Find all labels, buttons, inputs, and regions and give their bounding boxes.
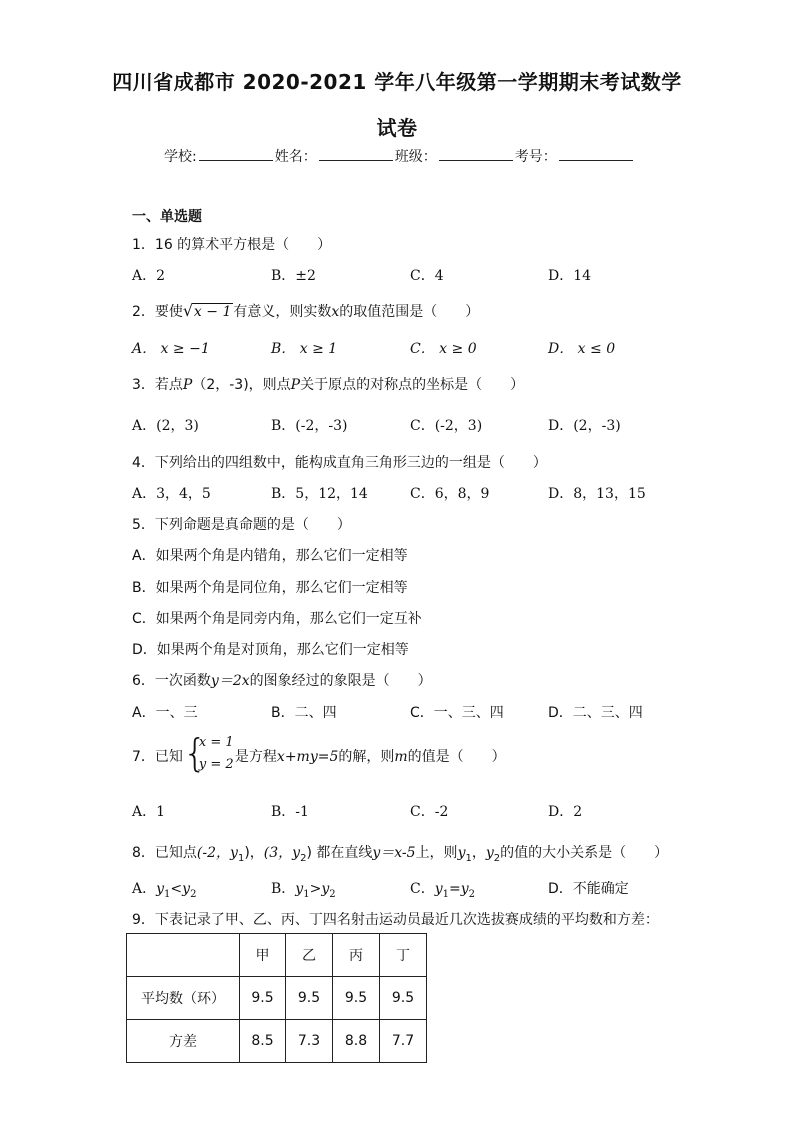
q8-option-c-op: = [449, 881, 461, 897]
exam-title-line2: 试卷 [376, 116, 418, 140]
q5-option-a: A．如果两个角是内错角，那么它们一定相等 [132, 548, 408, 564]
q1-option-d: D．14 [548, 268, 592, 284]
table-row [127, 977, 427, 1020]
section-title-single-choice: 一、单选题 [132, 209, 202, 225]
q8-point2: (3，y [263, 845, 301, 861]
q3-option-b: B．(-2，-3) [271, 418, 348, 434]
q2-option-b: B． x ≥ 1 [271, 341, 338, 357]
q8-option-b [271, 878, 336, 900]
q8-option-d: D．不能确定 [548, 881, 629, 897]
q8-option-a-right-sub: 2 [190, 888, 197, 900]
q4-option-a: A．3，4，5 [132, 486, 211, 502]
q2-option-c: C． x ≥ 0 [410, 341, 477, 357]
q8-y1-sub: 1 [465, 852, 472, 864]
question-3 [132, 374, 524, 394]
q8-option-b-right: y [321, 881, 330, 897]
q4-option-b: B．5，12，14 [271, 486, 368, 502]
table-header-cell: 丙 [333, 934, 380, 977]
q5-option-b: B．如果两个角是同位角，那么它们一定相等 [132, 580, 408, 596]
number-label: 考号： [514, 149, 557, 165]
q8-y1: y [457, 845, 466, 861]
question-6 [132, 670, 432, 690]
q8-line: y＝x-5 [372, 845, 416, 861]
q8-option-a [132, 878, 196, 900]
q8-y2-sub: 2 [493, 852, 501, 864]
q8-point2-sub: 2 [300, 852, 307, 864]
equation-system [182, 731, 243, 779]
radical-sign: √ [182, 301, 194, 320]
q8-option-a-left: y [156, 881, 165, 897]
q8-point2-end: ) [306, 845, 312, 861]
q8-sep: ， [471, 845, 486, 861]
sqrt-expression [182, 301, 233, 320]
table-cell: 方差 [127, 1020, 240, 1063]
q8-option-c [410, 878, 475, 900]
q7-middle2: 的解，则 [338, 749, 395, 765]
q3-coords: （2，-3) [192, 377, 249, 393]
q2-option-d: D． x ≤ 0 [548, 341, 616, 357]
question-4: 4．下列给出的四组数中，能构成直角三角形三边的一组是（ ） [132, 455, 547, 471]
q7-variable: m [394, 749, 408, 765]
name-label: 姓名： [274, 149, 317, 165]
question-5: 5．下列命题是真命题的是（ ） [132, 517, 351, 533]
q8-option-c-prefix: C． [410, 881, 435, 897]
table-cell: 7.7 [380, 1020, 427, 1063]
q7-option-d: D．2 [548, 804, 583, 820]
q6-option-a: A．一、三 [132, 705, 198, 721]
q5-option-d: D．如果两个角是对顶角，那么它们一定相等 [132, 642, 409, 658]
q8-option-c-left-sub: 1 [442, 888, 450, 900]
q3-option-a: A．(2，3) [132, 418, 199, 434]
q6-option-d: D．二、三、四 [548, 705, 643, 721]
q8-option-b-prefix: B． [271, 881, 296, 897]
q8-suffix: 的值的大小关系是（ ） [500, 845, 669, 861]
q8-middle: 都在直线 [316, 845, 373, 861]
question-8: 8．已知点(-2，$y_1$)，(3，$y_2$) 都在直线y＝x-5上，则$y_1$，$y_2$的值的大小关系是（ ） [132, 845, 669, 864]
q6-suffix: 的图象经过的象限是（ ） [249, 673, 432, 689]
q7-middle: 是方程 [234, 749, 277, 765]
q8-prefix: 8．已知点 [132, 845, 197, 861]
q4-option-c: C．6，8，9 [410, 486, 490, 502]
q1-option-b: B．±2 [271, 268, 316, 284]
q7-option-b: B．-1 [271, 804, 309, 820]
q8-option-b-left-sub: 1 [303, 888, 310, 900]
q7-equation: x+my=5 [276, 749, 339, 765]
q3-point: P [182, 377, 193, 393]
table-cell: 平均数（环） [127, 977, 240, 1020]
question-2 [132, 301, 479, 321]
q6-option-c: C．一、三、四 [410, 705, 504, 721]
q8-middle2: 上，则 [415, 845, 458, 861]
q7-option-a: A．1 [132, 804, 166, 820]
left-brace: { [182, 731, 208, 775]
q8-option-a-right: y [182, 881, 191, 897]
q1-option-c: C．4 [410, 268, 444, 284]
q8-option-b-op: > [309, 881, 322, 897]
q2-suffix: 的取值范围是（ ） [339, 304, 480, 320]
table-cell: 8.5 [240, 1020, 286, 1063]
q7-option-c: C．-2 [410, 804, 449, 820]
q8-option-a-prefix: A． [132, 881, 157, 897]
table-header-cell: 丁 [380, 934, 427, 977]
q6-function: y＝2x [210, 673, 250, 689]
q8-option-c-left: y [434, 881, 443, 897]
table-cell: 9.5 [240, 977, 286, 1020]
q3-option-c: C．(-2，3) [410, 418, 483, 434]
question-1: 1．16 的算术平方根是（ ） [132, 237, 332, 253]
number-blank [559, 146, 633, 161]
table-header-cell: 甲 [240, 934, 286, 977]
table-cell: 9.5 [333, 977, 380, 1020]
school-blank [199, 146, 273, 161]
class-label: 班级： [394, 149, 437, 165]
q8-option-a-op: < [170, 881, 183, 897]
q8-point1: (-2，y [196, 845, 238, 861]
q8-point1-end: ) [244, 845, 250, 861]
class-blank [439, 146, 513, 161]
name-blank [319, 146, 393, 161]
q2-middle: 有意义，则实数 [233, 304, 332, 320]
q8-option-c-right: y [460, 881, 469, 897]
q4-option-d: D．8，13，15 [548, 486, 646, 502]
q3-prefix: 3．若点 [132, 377, 183, 393]
table-cell: 8.8 [333, 1020, 380, 1063]
q3-point2: P [290, 377, 301, 393]
scores-table [126, 933, 427, 1063]
school-label: 学校: [164, 149, 197, 165]
q8-option-c-right-sub: 2 [468, 888, 476, 900]
q6-prefix: 6．一次函数 [132, 673, 211, 689]
q7-equation-x: x = 1 [198, 735, 234, 750]
q8-option-a-left-sub: 1 [164, 888, 171, 900]
table-row [127, 1020, 427, 1063]
question-9: 9．下表记录了甲、乙、丙、丁四名射击运动员最近几次选拔赛成绩的平均数和方差： [132, 912, 659, 928]
q2-radicand: x − 1 [193, 304, 232, 320]
q8-y2: y [485, 845, 494, 861]
q7-suffix: 的值是（ ） [407, 749, 506, 765]
table-cell: 9.5 [380, 977, 427, 1020]
q1-option-a: A．2 [132, 268, 166, 284]
q3-suffix: 关于原点的对称点的坐标是（ ） [300, 377, 525, 393]
q8-option-b-left: y [295, 881, 304, 897]
table-header-cell: 乙 [286, 934, 333, 977]
q3-middle: ，则点 [248, 377, 291, 393]
q8-option-b-right-sub: 2 [329, 888, 336, 900]
exam-title-line1: 四川省成都市 2020-2021 学年八年级第一学期期末考试数学 [112, 70, 682, 94]
q7-equation-y: y = 2 [198, 757, 234, 772]
student-info-row [164, 146, 635, 166]
q3-option-d: D．(2，-3) [548, 418, 621, 434]
table-header-cell [127, 934, 240, 977]
q6-option-b: B．二、四 [271, 705, 337, 721]
table-cell: 7.3 [286, 1020, 333, 1063]
q2-variable: x [331, 304, 340, 320]
q8-point1-sub: 1 [237, 852, 245, 864]
table-cell: 9.5 [286, 977, 333, 1020]
table-header-row [127, 934, 427, 977]
q2-option-a: A． x ≥ −1 [132, 341, 210, 357]
q7-prefix: 7．已知 [132, 749, 183, 765]
q2-prefix: 2．要使 [132, 304, 183, 320]
question-7 [132, 731, 506, 779]
q5-option-c: C．如果两个角是同旁内角，那么它们一定互补 [132, 611, 422, 627]
